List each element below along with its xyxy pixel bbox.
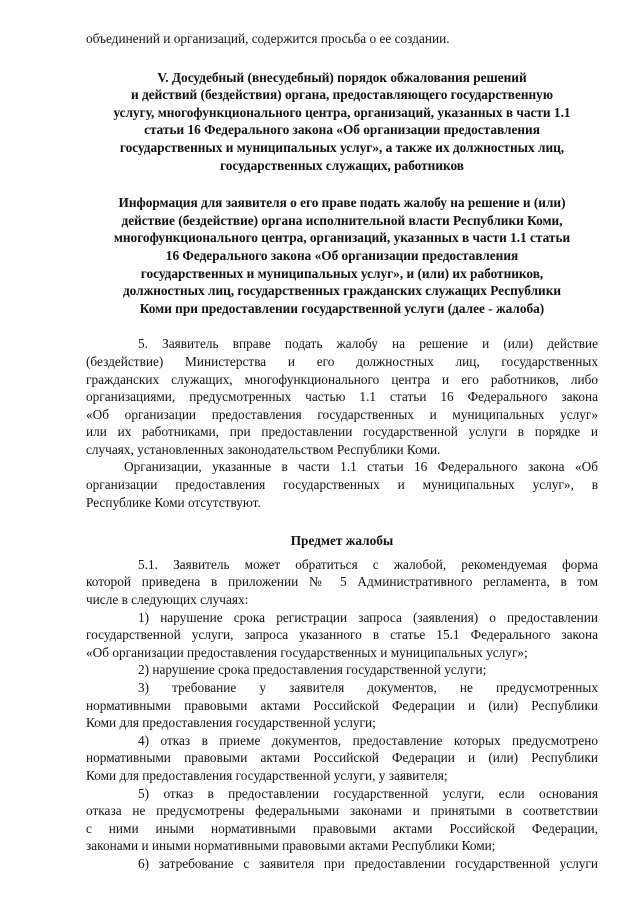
section-heading-line: статьи 16 Федерального закона «Об организации предоставления xyxy=(144,122,540,138)
list-item-line: 6) затребование с заявителя при предоставлении государственной услуги xyxy=(138,855,598,871)
paragraph-line: организациями, предусмотренных частью 1.1 статьи 16 Федерального закона xyxy=(86,389,598,405)
list-item-line: 2) нарушение срока предоставления государственной услуги; xyxy=(138,662,487,678)
paragraph-line: 5.1. Заявитель может обратиться с жалобой, рекомендуемая форма xyxy=(138,556,598,572)
subject-heading: Предмет жалобы xyxy=(290,533,394,549)
section-heading-line: государственных и муниципальных услуг», а также их должностных лиц, xyxy=(119,139,565,155)
section-heading-line: государственных служащих, работников xyxy=(220,157,464,173)
section-heading-line: V. Досудебный (внесудебный) порядок обжалования решений xyxy=(157,69,527,85)
info-heading-line: многофункционального центра, организаций, указанных в части 1.1 статьи xyxy=(113,230,571,246)
paragraph-line: «Об организации предоставления государственных и муниципальных услуг» xyxy=(86,406,598,422)
list-item-1 xyxy=(86,609,598,662)
paragraph-line: Организации, указанные в части 1.1 статьи 16 Федерального закона «Об xyxy=(124,459,598,475)
info-heading-line: государственных и муниципальных услуг», и (или) их работников, xyxy=(140,265,544,281)
list-item-line: государственной услуги, запроса указанного в статье 15.1 Федерального закона xyxy=(86,627,598,643)
list-item-line: 1) нарушение срока регистрации запроса (заявления) о предоставлении xyxy=(138,609,598,625)
paragraph-line: случаях, установленных законодательством Республики Коми. xyxy=(86,441,441,457)
list-item-line: 5) отказ в предоставлении государственной услуги, если основания xyxy=(138,785,598,801)
paragraph-line: 5. Заявитель вправе подать жалобу на решение и (или) действие xyxy=(138,336,598,352)
list-item-line: нормативными правовыми актами Российской Федерации и (или) Республики xyxy=(86,750,598,766)
list-item-line: 3) требование у заявителя документов, не предусмотренных xyxy=(138,680,598,695)
list-item-line: «Об организации предоставления государственных и муниципальных услуг»; xyxy=(86,644,528,660)
paragraph-line: или их работниками, при предоставлении государственной услуги в порядке и xyxy=(86,424,598,440)
list-item-6 xyxy=(86,855,598,873)
list-item-4 xyxy=(86,732,598,785)
paragraph-line: которой приведена в приложении № 5 Административного регламента, в том xyxy=(86,574,598,590)
list-item-3 xyxy=(86,679,598,732)
list-item-line: 4) отказ в приеме документов, предоставление которых предусмотрено xyxy=(138,732,598,748)
list-item-line: с ними иными нормативными правовыми актами Российской Федерации, xyxy=(86,820,598,836)
info-heading-line: Информация для заявителя о его праве подать жалобу на решение и (или) xyxy=(118,195,566,211)
paragraph-line: (бездействие) Министерства и его должностных лиц, государственных xyxy=(86,353,598,369)
paragraph-line: организации предоставления государственных и муниципальных услуг», в xyxy=(86,477,598,493)
list-item-line: законами и иными нормативными правовыми актами Республики Коми; xyxy=(86,838,496,854)
list-item-line: нормативными правовыми актами Российской Федерации и (или) Республики xyxy=(86,697,598,713)
paragraph-organizations xyxy=(86,458,598,511)
info-heading-line: Коми при предоставлении государственной услуги (далее - жалоба) xyxy=(139,300,545,316)
list-item-line: отказа не предусмотрены федеральными законами и принятыми в соответствии xyxy=(86,803,598,819)
section-heading-line: и действий (бездействия) органа, предоставляющего государственную xyxy=(131,87,553,103)
section-heading xyxy=(86,69,598,175)
info-heading-line: 16 Федерального закона «Об организации предоставления xyxy=(165,247,519,263)
info-heading-line: должностных лиц, государственных гражданских служащих Республики xyxy=(122,283,562,299)
paragraph-line: числе в следующих случаях: xyxy=(86,592,249,608)
info-heading-line: действие (бездействие) органа исполнительной власти Республики Коми, xyxy=(121,212,563,228)
paragraph-line: Республике Коми отсутствуют. xyxy=(86,494,261,510)
info-heading xyxy=(86,194,598,317)
paragraph-5 xyxy=(86,335,598,458)
paragraph-5-1 xyxy=(86,556,598,609)
list-item-line: Коми для предоставления государственной услуги, у заявителя; xyxy=(86,767,448,783)
list-item-line: Коми для предоставления государственной услуги; xyxy=(86,715,376,731)
section-heading-line: услугу, многофункционального центра, организаций, указанных в части 1.1 xyxy=(113,104,571,120)
list-item-5 xyxy=(86,785,598,855)
intro-tail: объединений и организаций, содержится просьба о ее создании. xyxy=(86,31,450,46)
list-item-2 xyxy=(86,661,598,679)
paragraph-line: гражданских служащих, многофункционального центра и его работников, либо xyxy=(86,371,598,387)
